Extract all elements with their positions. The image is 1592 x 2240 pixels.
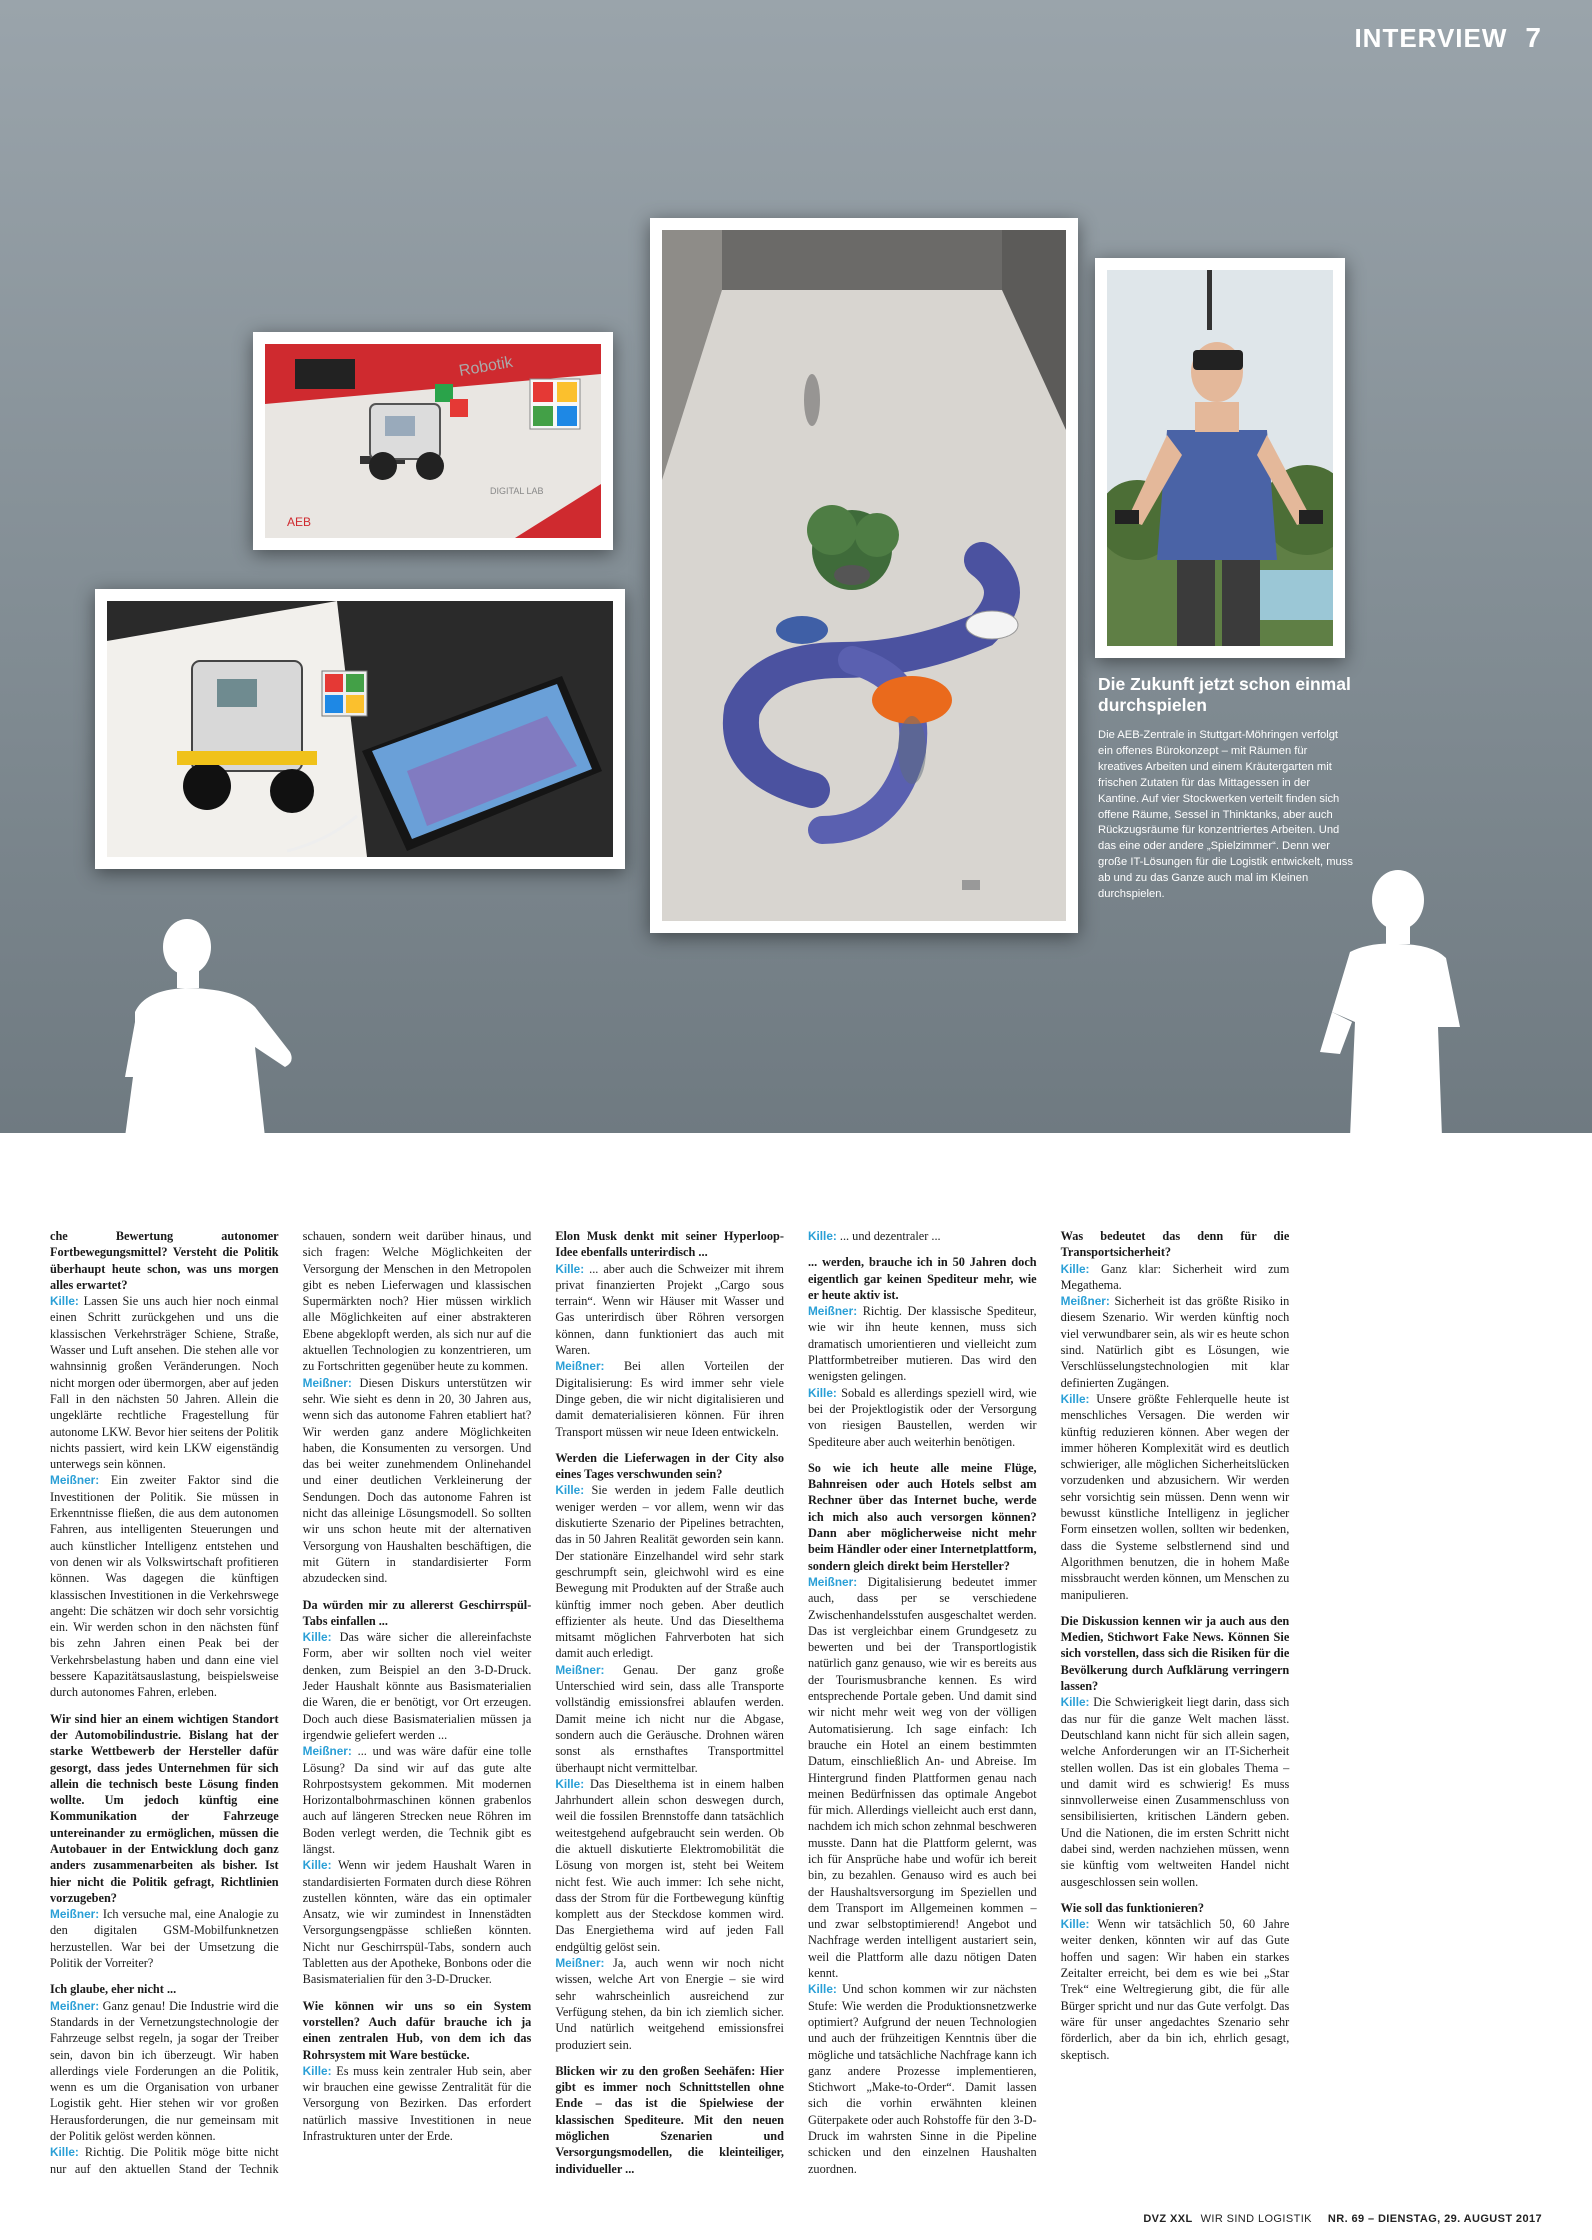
speaker-name: Meißner: [50,1907,100,1922]
interview-answer [303,1743,532,1857]
person-silhouette-left [125,912,300,1133]
answer-text: Ja, auch wenn wir noch nicht wissen, welche Art von Energie – sie wird sehr wahrscheinlich ausreichend zur Verfügung stehen, da bin ich ziemlich sicher. Und natürlich weitgehend emissionsfrei produziert sein. [555,1956,784,2052]
section-title: INTERVIEW [1354,23,1508,53]
answer-text: Richtig. Die Politik möge bitte nicht nur auf den aktuellen Stand der Technik schauen, sondern weit darüber hinaus, und sich fragen: Welche Möglichkeiten der Versorgung der Menschen in den Metropolen gibt es neben Lieferwagen und klassischen Supermärkten noch? Hier müssen wirklich alle Möglichkeiten auf einer abstrakteren Ebene abgeklopft werden, als sich nur auf die aktuellen Technologien zu konzentrieren, um zu Fortschritten gegenüber heute zu kommen. [50,1229,532,2176]
speaker-name: Meißner: [302,1744,352,1759]
photo-vr-headset [1095,258,1345,658]
interview-question: Ich glaube, eher nicht ... [50,1982,177,1997]
robot-small-logo-text: Robotik [457,353,515,380]
interview-question: Elon Musk denkt mit seiner Hyperloop-Idee ebenfalls unterirdisch ... [555,1229,784,1260]
interview-answer [1061,1391,1290,1603]
caption-title: Die Zukunft jetzt schon einmal durchspielen [1098,674,1351,715]
interview-question: Was bedeutet das denn für die Transportsicherheit? [1060,1229,1290,1260]
footer-magazine: DVZ XXL [1143,2213,1193,2225]
answer-text: Ganz klar: Sicherheit wird zum Megathema. [1060,1261,1290,1292]
answer-text: Ganz genau! Die Industrie wird die Standards in der Vernetzungstechnologie der Fahrzeuge selbst regeln, ja sogar der Treiber sein, davon bin ich überzeugt. Wir haben allerdings viele Forderungen an die Politik, wenn es um die Organisation von urbaner Logistik geht. Hier stehen wir vor großen Herausforderungen, die nur gemeinsam mit der Politik gelöst werden können. [50,1998,279,2144]
answer-text: Das wäre sicher die allereinfachste Form, aber wir sollten noch viel weiter denken, zum Beispiel an den 3-D-Druck. Jeder Haushalt könnte aus Basismaterialien die Waren, die er benötigt, vor Ort erzeugen. Doch auch diese Basismaterialien müssen ja irgendwie geliefert werden ... [302,1630,532,1742]
speaker-name: Kille: [302,1858,332,1873]
answer-text: Das Dieselthema ist in einem halben Jahrhundert allein schon deswegen durch, weil die fossilen Brennstoffe dann tatsächlich weitestgehend aufgebraucht sein werden. Ob die aktuell diskutierte Elektromobilität die Lösung von morgen ist, steht bei Weitem nicht fest. Wie auch immer: Ich sehe nicht, dass der Strom für die Fortbewegung künftig komplett aus der Steckdose kommen wird. Das Energiethema wird auf jeden Fall endgültig gelöst sein. [555,1776,784,1954]
interview-question: So wie ich heute alle meine Flüge, Bahnreisen oder auch Hotels selbst am Rechner über das Internet buche, werde ich mich also auch versorgen können? Dann aber möglicherweise nicht mehr beim Händler oder einer Internetplattform, sondern gleich direkt beim Hersteller? [807,1460,1037,1573]
robot-small-aeb-text: AEB [287,515,312,529]
page-header [1354,22,1542,54]
speaker-name: Kille: [1060,1917,1090,1932]
answer-text: ... und dezentraler ... [836,1229,941,1243]
answer-text: Sobald es allerdings speziell wird, wie bei der Projektlogistik oder der Versorgung von riesigen Baustellen, werden wir Spediteure aber auch weiterhin benötigen. [807,1385,1037,1449]
speaker-name: Kille: [555,1483,585,1498]
interview-answer [1061,1694,1290,1890]
interview-answer [808,1981,1037,2177]
speaker-name: Kille: [302,1630,332,1645]
speaker-name: Kille: [50,2145,79,2160]
speaker-name: Kille: [1060,1261,1090,1276]
photo-office-atrium [650,218,1078,933]
speaker-name: Meißner: [50,1998,100,2013]
interview-question: ... werden, brauche ich in 50 Jahren doch eigentlich gar keinen Spediteur mehr, wie er heute aktiv ist. [807,1255,1037,1302]
interview-answer [555,1482,784,1661]
answer-text: Sie werden in jedem Falle deutlich weniger werden – vor allem, wenn wir das diskutierte Szenario der Pipelines betrachten, das in 50 Jahren Realität geworden sein kann. Der stationäre Einzelhandel wird sehr stark geschrumpft sein, gleichwohl wird es eine Bewegung mit Produkten auf der Straße auch künftig immer noch geben. Aber deutlich effizienter als heute. Und das Dieselthema mitsamt möglichen Fahrverboten hat sich damit auch erledigt. [555,1483,784,1661]
interview-answer [303,1375,532,1587]
answer-text: Wenn wir tatsächlich 50, 60 Jahre weiter denken, könnten wir auf das Gute hoffen und sagen: Wir haben ein starkes Zeitalter erreicht, bei dem es wie bei „Star Trek“ eine Weltregierung gibt, die für alle Bürger spricht und nur das Gute verfolgt. Das wäre für unser angedachtes Szenario sehr förderlich, aber da bin ich, ehrlich gesagt, skeptisch. [1060,1917,1290,2062]
office-atrium-illustration [662,230,1066,921]
interview-answer [1061,1293,1290,1391]
caption-text: Die AEB-Zentrale in Stuttgart-Möhringen verfolgt ein offenes Bürokonzept – mit Räumen für kreatives Arbeiten und einem Kräutergarten mit frischen Zutaten für das Mittagessen in der Kantine. Auf vier Stockwerken verteilt finden sich offene Räume, Sessel in Thinktanks, aber auch Rückzugsräume für konzentriertes Arbeiten. Und das eine oder andere „Spielzimmer“. Denn wer große IT-Lösungen für die Logistik entwickelt, muss ab und zu das Ganze auch mal im Kleinen durchspielen. [1098,729,1353,901]
answer-text: Genau. Der ganz große Unterschied wird sein, dass alle Transporte vollständig emissionsfrei ablaufen werden. Damit meine ich nicht nur die Abgase, sondern auch die Geräusche. Drohnen wären sonst als ernsthaftes Transportmittel überhaupt nicht vermittelbar. [555,1662,784,1775]
speaker-name: Kille: [555,1261,585,1276]
speaker-name: Kille: [807,1385,837,1400]
footer-issue: NR. 69 – DIENSTAG, 29. AUGUST 2017 [1327,2213,1542,2225]
interview-answer [808,1574,1037,1981]
interview-question: Wir sind hier an einem wichtigen Standort der Automobilindustrie. Bislang hat der starke Wettbewerb der Hersteller dafür gesorgt, dass jedes Unternehmen für sich allein die technisch beste Lösung finden wollte. Um jedoch künftig eine Kommunikation der Fahrzeuge untereinander zu ermöglichen, müssen die Autobauer in der Entwicklung doch ganz anders zusammenarbeiten als bisher. Ist hier nicht die Politik gefragt, Richtlinien vorzugeben? [50,1711,279,1905]
answer-text: Es muss kein zentraler Hub sein, aber wir brauchen eine gewisse Zentralität für die Versorgung von Bezirken. Das erfordert natürlich massive Investitionen in neue Infrastrukturen unter der Erde. [302,2063,532,2144]
interview-answer [1061,1261,1290,1294]
photo-caption [1098,674,1353,903]
robot-tablet-illustration [107,601,613,857]
page-number: 7 [1525,22,1542,53]
answer-text: Diesen Diskurs unterstützen wir sehr. Wie sieht es denn in 20, 30 Jahren aus, wenn sich das autonome Fahren etabliert hat? Wir werden ganz andere Möglichkeiten haben, die Konsumenten zu versorgen. Und das bei weiter zunehmendem Onlinehandel und einer deutlichen Verkleinerung der Sendungen. Doch das autonome Fahren ist nicht das alleinige Lösungsmodell. So sollten wir uns schon heute mit der alternativen Versorgung von Haushalten beschäftigen, die mit Gütern in standardisierter Form abzudecken sind. [302,1375,532,1586]
speaker-name: Kille: [807,1229,837,1243]
interview-answer [303,1857,532,1987]
interview-answer [555,1358,784,1439]
interview-question: Blicken wir zu den großen Seehäfen: Hier gibt es immer noch Schnittstellen ohne Ende – das ist die Spielwiese der klassischen Spediteure. Mit den neuen möglichen Szenarien und Versorgungsmodellen, die kleinteiliger, individueller ... [555,2063,784,2176]
interview-question: Werden die Lieferwagen in der City also eines Tages verschwunden sein? [555,1450,784,1482]
answer-text: Richtig. Der klassische Spediteur, wie wir ihn heute kennen, muss sich dramatisch umorientieren und vielleicht zum Plattformbetreiber mutieren. Das wird den wenigsten gelingen. [807,1304,1037,1384]
interview-answer [50,1998,279,2145]
answer-text: Digitalisierung bedeutet immer auch, dass per se verschiedene Zwischenhandelsstufen ausgeschaltet werden. Das ist vergleichbar einem Grundgesetz zu bewerten und bei der Transportlogistik natürlich ganz genauso, wie wir es bereits aus der Tourismusbranche kennen. Es wird entsprechende Portale geben. Und damit sind wir nicht mehr weit weg von der völligen Automatisierung. Ich sage einfach: Ich brauche ein Hotel an einem bestimmten Datum, einschließlich An- und Abreise. Im Hintergrund finden Plattformen genau nach meinen Bedürfnissen das optimale Angebot für mich. Allerdings vielleicht auch erst dann, nachdem ich mich schon zehnmal beschweren musste. Dann hat die Plattform gelernt, was ich für Ansprüche habe und wofür ich bereit bin, zu bezahlen. Genauso wird es auch bei der Haushaltsversorgung im Speziellen und dem Transport im Allgemeinen kommen – und zwar selbstoptimierend! Angebot und Nachfrage werden intelligent austariert sein, weil die Plattform alle dazu nötigen Daten kennt. [807,1574,1037,1981]
answer-text: ... aber auch die Schweizer mit ihrem privat finanzierten Projekt „Cargo sous terrain“. Wenn wir Häuser mit Wasser und Gas unterirdisch über Röhren versorgen können, dann funktioniert das auch mit Waren. [555,1261,784,1358]
interview-answer [555,1261,784,1359]
interview-answer [555,1955,784,2053]
interview-answer [303,2063,532,2144]
person-silhouette-right [1320,862,1470,1133]
photo-robot-tablet [95,589,625,869]
interview-question: che Bewertung autonomer Fortbewegungsmittel? Versteht die Politik überhaupt heute schon, was uns morgen alles erwartet? [50,1229,279,1292]
photo-robot-small [253,332,613,550]
answer-text: Und schon kommen wir zur nächsten Stufe: Wie werden die Produktionsnetzwerke optimiert? Aufgrund der neuen Technologien und auch der frühzeitigen Kenntnis über die mögliche und tatsächliche Nachfrage kann ich ganz andere Prozesse implementieren, Stichwort „Make-to-Order“. Damit lassen sich die vorhin erwähnten kleinen Güterpakete oder auch Rohstoffe für den 3-D-Druck im wahrsten Sinne in die Pipeline schicken und den einzelnen Haushalten zuordnen. [807,1982,1037,2176]
answer-text: Sicherheit ist das größte Risiko in diesem Szenario. Wir werden künftig noch viel verwundbarer sein, als wir es heute schon sind. Natürlich gibt es Lösungen, wie Verschlüsselungstechnologien mit klar definierten Zugängen. [1060,1294,1290,1390]
interview-answer [808,1385,1037,1450]
interview-answer [808,1228,1037,1244]
speaker-name: Meißner: [555,1956,605,1971]
speaker-name: Meißner: [1060,1294,1110,1309]
answer-text: Bei allen Vorteilen der Digitalisierung: Es wird immer sehr viele Dinge geben, die wir nicht digitalisieren und damit dematerialisieren können. Für ihren Transport müssen wir neue Ideen entwickeln. [555,1359,784,1439]
vr-headset-illustration [1107,270,1333,646]
interview-answer [808,1303,1037,1384]
interview-answer [1061,1916,1290,2063]
interview-question: Wie können wir uns so ein System vorstellen? Auch dafür brauche ich ja einen zentralen Hub, von dem ich das Rohrsystem mit Ware bestücke. [302,1998,532,2062]
robot-small-illustration [265,344,601,538]
speaker-name: Meißner: [807,1574,858,1589]
robot-small-lab-text: DIGITAL LAB [490,486,544,496]
interview-answer [555,1662,784,1776]
speaker-name: Meißner: [302,1375,352,1390]
interview-answer [50,1906,279,1971]
answer-text: Unsere größte Fehlerquelle heute ist menschliches Versagen. Die werden wir künftig reduzieren können. Aber wegen der immer höheren Komplexität wird es deutlich schwieriger, alle möglichen Sicherheitslücken vorzudenken und abzusichern. Wir werden sehr vorsichtig sein müssen. Denn wenn wir bewusst künstliche Intelligenz in jeglicher Form einsetzen wollen, sollten wir bedenken, dass die Systeme selbstlernend sind und Algorithmen benutzen, die in hohem Maße missbraucht werden können, um Menschen zu manipulieren. [1060,1391,1290,1602]
interview-question: Die Diskussion kennen wir ja auch aus den Medien, Stichwort Fake News. Können Sie sich vorstellen, dass sich die Risiken für die Bevölkerung durch Aufklärung verringern lassen? [1060,1613,1290,1694]
answer-text: Lassen Sie uns auch hier noch einmal einen Schritt zurückgehen und uns die klassischen Verkehrsträger Schiene, Straße, Wasser und Luft ansehen. Die stehen alle vor wahnsinnig großen Veränderungen. Noch nicht morgen oder übermorgen, aber auf jeden Fall in den nächsten 50 Jahren. Allein die ungeklärte rechtliche Fragestellung für autonome LKW. Bevor hier seitens der Politik nichts passiert, wird kein LKW eigenständig unterwegs sein können. [50,1294,279,1472]
interview-answer [555,1776,784,1955]
speaker-name: Kille: [807,1982,837,1997]
speaker-name: Kille: [1060,1391,1090,1406]
answer-text: Ich versuche mal, eine Analogie zu den digitalen GSM-Mobilfunknetzen herzustellen. War bei der Umsetzung die Politik der Vorreiter? [50,1907,279,1971]
interview-article [50,1228,1542,2180]
speaker-name: Meißner: [50,1473,100,1488]
speaker-name: Kille: [1060,1695,1090,1710]
interview-question: Da würden mir zu allererst Geschirrspül-Tabs einfallen ... [302,1597,532,1628]
interview-question: Wie soll das funktionieren? [1060,1900,1205,1915]
interview-answer [50,1293,279,1472]
answer-text: ... und was wäre dafür eine tolle Lösung? Da sind wir auf das gute alte Rohrpostsystem gekommen. Mit modernen Horizontalbohrmaschinen können grabenlos auch auf längeren Strecken neue Röhren im Boden verlegt werden, die Technik gibt es längst. [302,1744,532,1856]
speaker-name: Kille: [555,1776,585,1791]
footer-slogan: WIR SIND LOGISTIK [1200,2213,1312,2225]
speaker-name: Kille: [302,2063,332,2078]
answer-text: Wenn wir jedem Haushalt Waren in standardisierten Formaten durch diese Röhren zustellen könnten, wäre das ein optimaler Ansatz, wie wir zumindest in Innenstädten Versorgungsengpässe schließen könnten. Nicht nur Geschirrspül-Tabs, sondern auch Tabletten aus der Apotheke, Bonbons oder die Basismaterialien für den 3-D-Drucker. [302,1858,532,1987]
interview-answer [50,1472,279,1700]
page-footer [1143,2213,1542,2225]
speaker-name: Meißner: [555,1662,605,1677]
interview-answer [303,1629,532,1743]
speaker-name: Meißner: [807,1304,858,1319]
speaker-name: Kille: [50,1294,79,1309]
answer-text: Die Schwierigkeit liegt darin, dass sich das nur für die ganze Welt machen lässt. Deutschland kann nicht für sich allein sagen, welche Anforderungen wir an IT-Sicherheit stellen wollen. Das ist ein globales Thema – und damit wird es schwierig! Es muss sinnvollerweise einen Zusammenschluss von sensibilisierten, kritischen Ländern geben. Und die Nationen, die im ersten Schritt nicht dabei sind, werden nachziehen müssen, wenn sie künftig vom weltweiten Handel nicht ausgeschlossen sein wollen. [1060,1695,1290,1889]
answer-text: Ein zweiter Faktor sind die Investitionen der Politik. Sie müssen in Erkenntnisse fließen, die aus dem autonomen Fahren, aus intelligenten Steuerungen und auch künstlicher Intelligenz entstehen und von denen wir als Volkswirtschaft profitieren können. Was dagegen die künftigen klassischen Investitionen in die Verkehrswege angeht: Die schätzen wir doch sehr vorsichtig ein. Wir werden schon in den nächsten fünf bis zehn Jahren einen Peak bei der Verkehrsbelastung haben und dann eine viel bessere Kapazitätsauslastung, beispielsweise durch autonomes Fahren, erleben. [50,1473,279,1700]
speaker-name: Meißner: [555,1359,605,1374]
